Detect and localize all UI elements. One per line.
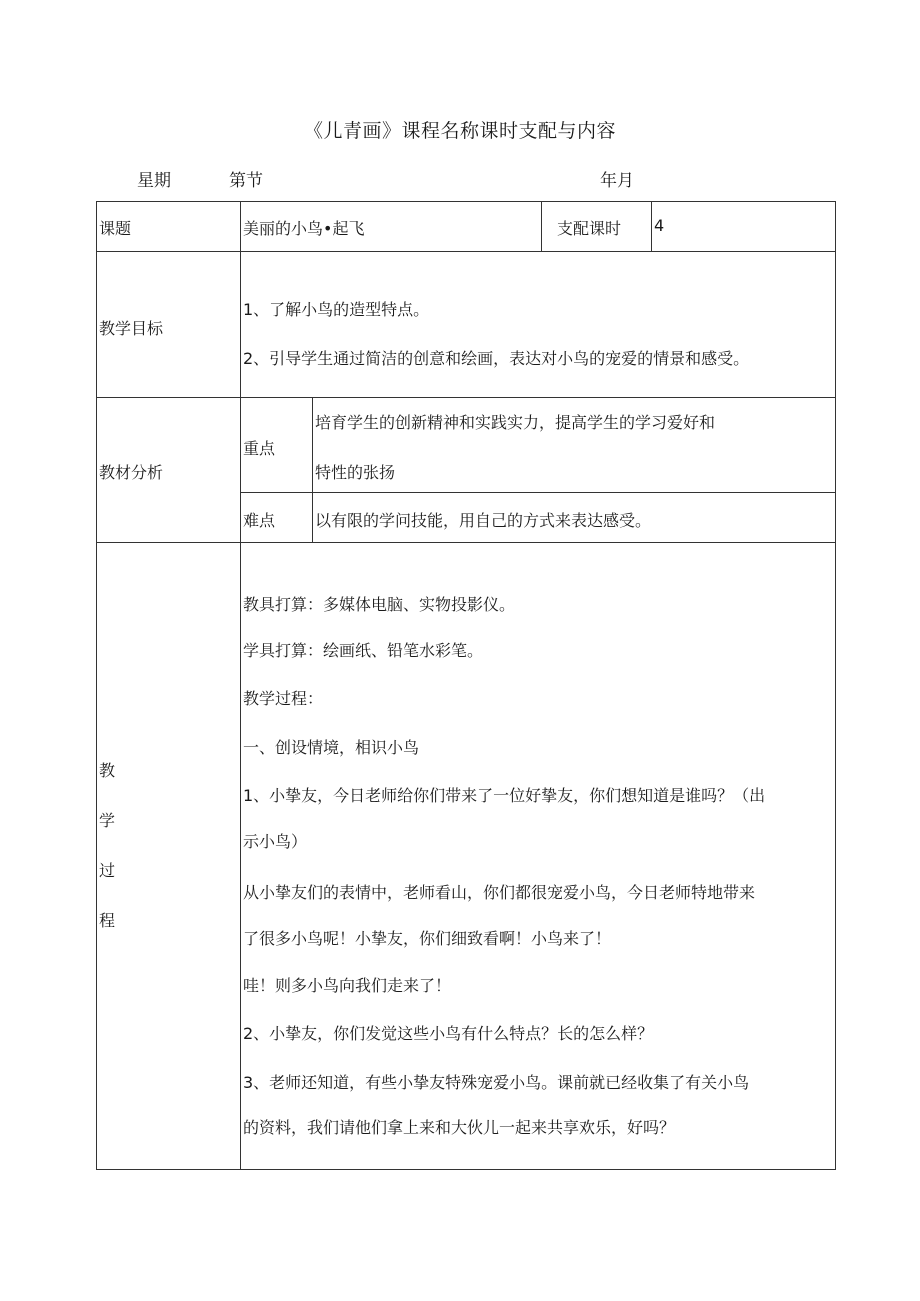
process-line: 哇！则多小鸟向我们走来了！ bbox=[243, 976, 452, 995]
analysis-label: 教材分析 bbox=[99, 463, 164, 482]
table-border-top bbox=[96, 201, 836, 202]
topic-label: 课题 bbox=[99, 219, 132, 238]
process-line: 学具打算：绘画纸、铅笔水彩笔。 bbox=[243, 641, 484, 660]
key-point-line: 培育学生的创新精神和实践实力，提高学生的学习爱好和 bbox=[315, 413, 716, 432]
row-divider bbox=[96, 542, 836, 543]
column-divider bbox=[240, 201, 241, 1170]
page-title: 《儿青画》课程名称课时支配与内容 bbox=[303, 120, 616, 142]
row-divider bbox=[96, 251, 836, 252]
process-line: 2、小挚友，你们发觉这些小鸟有什么特点？长的怎么样？ bbox=[243, 1024, 654, 1043]
row-divider bbox=[240, 492, 836, 493]
section-label: 第节 bbox=[229, 171, 263, 191]
hours-label: 支配课时 bbox=[557, 219, 622, 238]
process-line: 从小挚友们的表情中，老师看山，你们都很宠爱小鸟，今日老师特地带来 bbox=[243, 883, 756, 902]
column-divider bbox=[541, 201, 542, 252]
objective-item: 1、了解小鸟的造型特点。 bbox=[243, 300, 430, 319]
process-line: 示小鸟） bbox=[243, 832, 308, 851]
table-border-left bbox=[96, 201, 97, 1170]
weekday-label: 星期 bbox=[137, 171, 171, 191]
hours-value: 4 bbox=[654, 216, 665, 235]
process-line: 3、老师还知道，有些小挚友特殊宠爱小鸟。课前就已经收集了有关小鸟 bbox=[243, 1073, 750, 1092]
table-border-right bbox=[835, 201, 836, 1170]
date-label: 年月 bbox=[600, 171, 634, 191]
process-label-char: 学 bbox=[99, 811, 116, 830]
row-divider bbox=[96, 397, 836, 398]
difficulty-label: 难点 bbox=[243, 511, 276, 530]
table-border-bottom bbox=[96, 1169, 836, 1170]
objectives-label: 教学目标 bbox=[99, 319, 164, 338]
process-label-char: 程 bbox=[99, 911, 116, 930]
key-point-line: 特性的张扬 bbox=[315, 463, 396, 482]
process-line: 教具打算：多媒体电脑、实物投影仪。 bbox=[243, 595, 516, 614]
process-label-char: 过 bbox=[99, 861, 116, 880]
process-line: 一、创设情境，相识小鸟 bbox=[243, 738, 420, 757]
difficulty-text: 以有限的学问技能，用自己的方式来表达感受。 bbox=[315, 511, 652, 530]
column-divider bbox=[312, 397, 313, 543]
column-divider bbox=[651, 201, 652, 252]
process-line: 1、小挚友，今日老师给你们带来了一位好挚友，你们想知道是谁吗？（出 bbox=[243, 786, 766, 805]
process-line: 的资料，我们请他们拿上来和大伙儿一起来共享欢乐，好吗？ bbox=[243, 1118, 676, 1137]
process-line: 教学过程： bbox=[243, 689, 324, 708]
process-line: 了很多小鸟呢！小挚友，你们细致看啊！小鸟来了！ bbox=[243, 929, 612, 948]
objective-item: 2、引导学生通过简洁的创意和绘画，表达对小鸟的宠爱的情景和感受。 bbox=[243, 349, 750, 368]
topic-value: 美丽的小鸟•起飞 bbox=[243, 219, 365, 238]
process-label-char: 教 bbox=[99, 761, 116, 780]
key-point-label: 重点 bbox=[243, 439, 276, 458]
